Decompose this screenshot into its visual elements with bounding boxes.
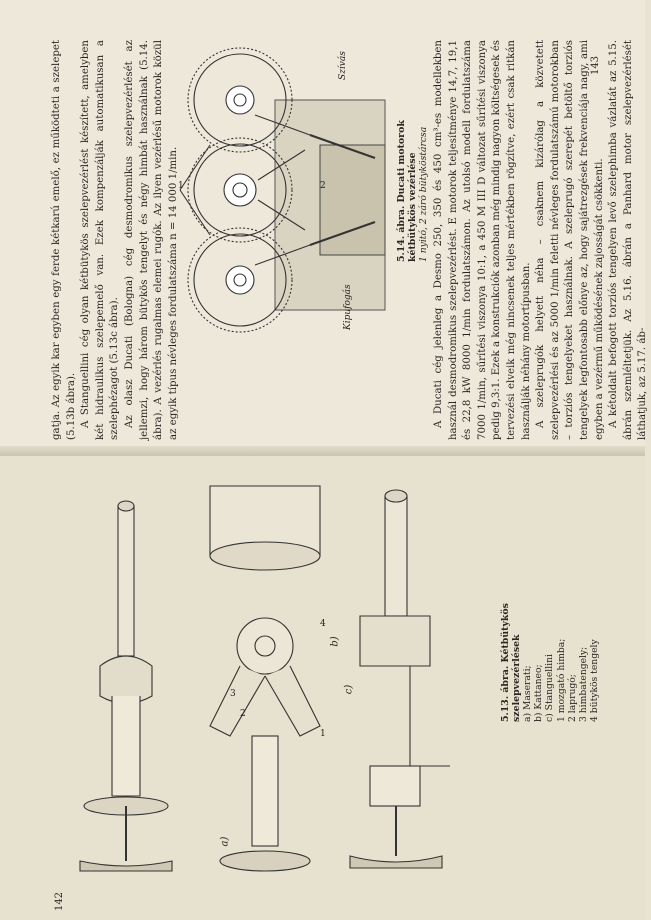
callout-1: 1 xyxy=(320,729,326,739)
page-143 xyxy=(0,0,649,456)
figure-5-13b-kattaneo xyxy=(170,466,350,896)
page-143-body-text xyxy=(432,40,651,440)
figure-5-13-caption xyxy=(500,572,600,722)
legend-item: b) Kattaneo; xyxy=(533,664,545,722)
legend-item: 2 laprugó; xyxy=(566,674,578,722)
label-szivas: Szívás xyxy=(338,51,348,80)
caption-subtitle: 1 nyitó, 2 záró bütyköstárcsa xyxy=(418,126,429,262)
panel-label-c: c) xyxy=(343,684,355,695)
figure-5-14-caption xyxy=(396,62,429,262)
callout-2: 2 xyxy=(320,181,326,191)
legend-item: 3 himbatengely; xyxy=(578,646,590,722)
page-number: 143 xyxy=(590,55,602,76)
callout-1: 1 xyxy=(178,181,184,191)
panel-label-b: b) xyxy=(329,636,341,647)
paragraph: A szeleprugók helyett néha – csaknem kizárólag a közvetett szelepvezérlési és az 5000 1/min feletti névleges fordulatszámú motorokban – torziós tengelyeket használnak. A szeleprugó szerepét betöltő torziós tengelyek legfontosabb előnye az, hogy sajátrezgések frekvenciája nagy, ami egyben a vezérmű működésének zajosságát csökkenti. xyxy=(535,40,605,440)
caption-legend xyxy=(522,572,600,722)
caption-title: 5.13. ábra. Kétbütykös szelepvezérlések xyxy=(500,603,522,722)
page-142 xyxy=(0,456,645,920)
legend-item: 1 mozgató himba; xyxy=(555,638,567,722)
paragraph: A Stanguellini cég olyan kétbütykös szelepvezérlést készített, amelyben két hidraulikus szelepemelő van. Ezek kompenzálják automatikusan a szelephézagot (5.13c ábra). xyxy=(80,40,121,440)
legend-item: a) Maserati; xyxy=(522,665,533,722)
paragraph: gatja. Az egyik kar egyben egy ferde kétkarú emelő, ez működteti a szelepet (5.13b ábra). xyxy=(51,40,77,440)
callout-3: 3 xyxy=(230,689,236,699)
page-143-intro-text xyxy=(50,40,181,440)
paragraph: A Ducati cég jelenleg a Desmo 250, 350 és 450 cm³-es modellekben használ desmodromikus szelepvezérlést. E motorok teljesítménye 14,7, 19,1 és 22,8 kW 8000 1/min fordulatszámon. Az utolsó modell fordulatszáma 7000 1/min, sűrítési viszonya 10:1, a 450 M III D változat sűrítési viszonya pedig 9,3:1. Ezek a konstrukciók azonban még mindig nagyon költségesek és tervezési elveik még nincsenek teljes mértékben rögzítve, ezért csak ritkán használják néhány motortípusban. xyxy=(433,40,532,440)
figure-5-14-ducati-gears xyxy=(170,40,400,340)
paragraph: Az olasz Ducati (Bologna) cég desmodromikus szelepvezérlését az jellemzi, hogy három bütykös tengelyt és négy himbát használnak (5.14. ábra). A vezérlés rugalmas elemei rugók. Az ilyen vezérlésű motorok közül az egyik típus névleges fordulatszáma n = 14 000 1/min. xyxy=(123,40,179,440)
label-kipufogas: Kipufogás xyxy=(343,284,353,330)
page-number: 142 xyxy=(54,891,66,912)
legend-item: c) Stanguellini xyxy=(544,654,556,722)
callout-2: 2 xyxy=(240,709,246,719)
caption-title: 5.14. ábra. Ducati motorok kétbütykös vezérlése xyxy=(396,120,418,262)
paragraph: A kétoldalt befogott torziós tengelyen levő szelephimba vázlatát az 5.15. ábrán szemléltetjük. Az 5.16. ábrán a Panhard motor szelepvezérlését láthatjuk, az 5.17. áb- xyxy=(608,40,649,440)
figure-5-13c-stanguellini xyxy=(330,476,480,876)
legend-item: 4 bütykös tengely xyxy=(589,639,601,722)
panel-label-a: a) xyxy=(219,836,231,847)
callout-4: 4 xyxy=(320,619,326,629)
